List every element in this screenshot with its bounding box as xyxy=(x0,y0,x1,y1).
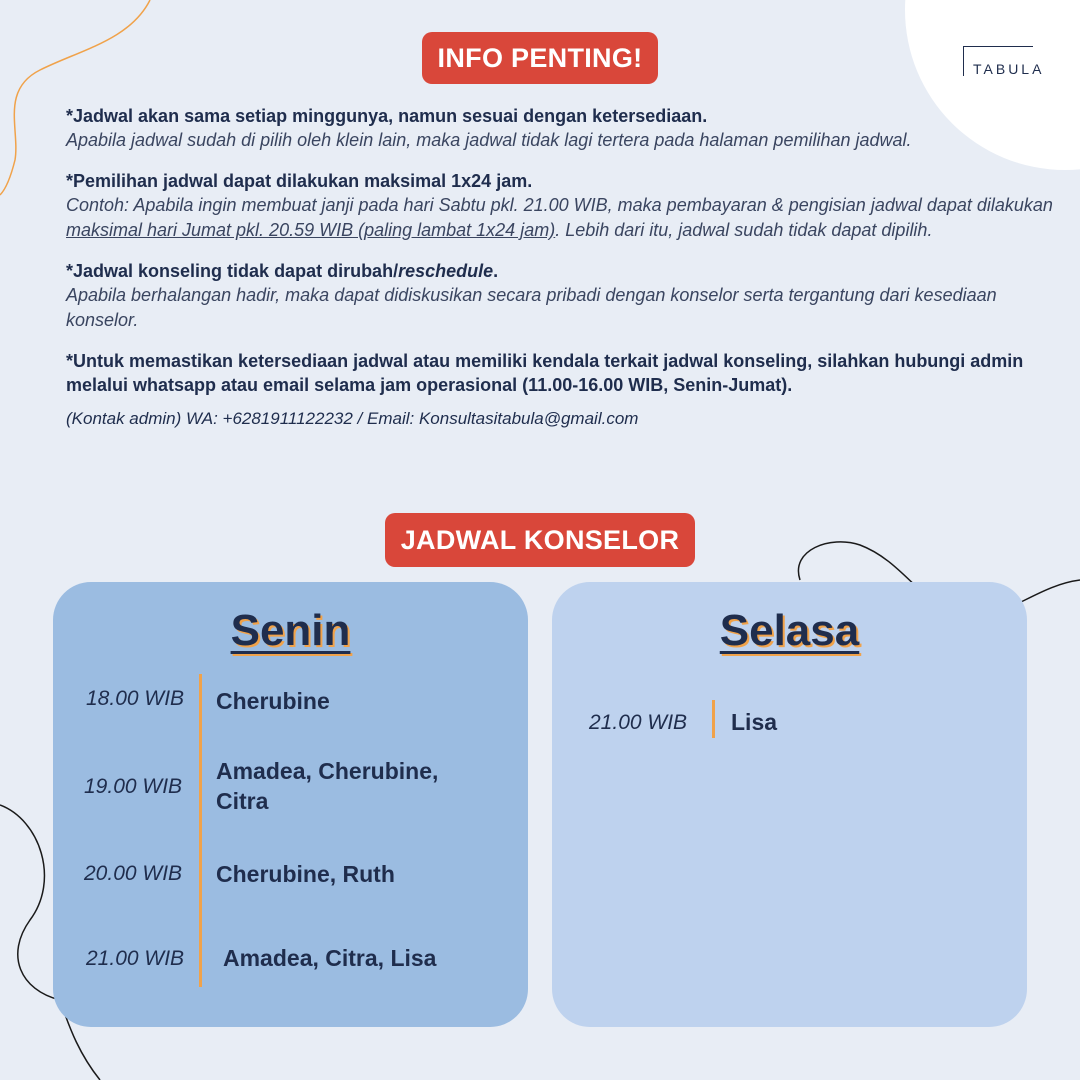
tabula-logo xyxy=(963,46,1045,77)
info-penting-badge: INFO PENTING! xyxy=(422,32,658,84)
senin-slot-1-time: 18.00 WIB xyxy=(86,687,185,710)
logo-text: TABULA xyxy=(973,61,1045,77)
info-item-2-body-start: Contoh: Apabila ingin membuat janji pada hari Sabtu pkl. 21.00 WIB, maka pembayaran & pengisian jadwal dapat dilakukan xyxy=(66,195,1053,215)
admin-contact: (Kontak admin) WA: +6281911122232 / Email: Konsultasitabula@gmail.com xyxy=(66,409,639,428)
info-item-3-head xyxy=(66,259,1056,283)
info-item-2 xyxy=(66,169,1056,243)
info-section xyxy=(66,104,1056,431)
info-item-4-head: *Untuk memastikan ketersediaan jadwal atau memiliki kendala terkait jadwal konseling, silahkan hubungi admin melalui whatsapp atau email selama jam operasional (11.00-16.00 WIB, Senin-Jumat). xyxy=(66,351,1024,395)
info-item-3-head-end: . xyxy=(493,261,499,281)
info-item-3 xyxy=(66,259,1056,333)
selasa-slot-1-names: Lisa xyxy=(731,709,778,735)
info-item-2-head: *Pemilihan jadwal dapat dilakukan maksimal 1x24 jam. xyxy=(66,171,533,191)
selasa-title xyxy=(552,606,1027,656)
senin-slot-2-names: Amadea, Cherubine, Citra xyxy=(216,758,439,814)
info-item-1-body: Apabila jadwal sudah di pilih oleh klein lain, maka jadwal tidak lagi tertera pada halaman pemilihan jadwal. xyxy=(66,130,912,150)
selasa-title-text: Selasa xyxy=(719,606,860,655)
senin-slot-1-names: Cherubine xyxy=(216,688,330,714)
senin-slot-2-time: 19.00 WIB xyxy=(84,775,183,798)
selasa-slot-1-time: 21.00 WIB xyxy=(589,711,688,734)
jadwal-konselor-badge: JADWAL KONSELOR xyxy=(385,513,695,567)
info-item-4 xyxy=(66,349,1056,397)
info-item-3-head-start: *Jadwal konseling tidak dapat dirubah/ xyxy=(66,261,399,281)
info-item-2-body xyxy=(66,193,1056,243)
senin-slot-3-time: 20.00 WIB xyxy=(84,862,183,885)
senin-slot-4-time: 21.00 WIB xyxy=(86,947,185,970)
senin-slot-4-names: Amadea, Citra, Lisa xyxy=(223,945,437,971)
senin-slot-3-names: Cherubine, Ruth xyxy=(216,861,395,887)
selasa-divider xyxy=(712,700,715,738)
senin-divider xyxy=(199,674,202,987)
info-item-3-head-italic: reschedule xyxy=(398,261,494,281)
senin-title xyxy=(53,606,528,656)
info-item-2-body-underlined: maksimal hari Jumat pkl. 20.59 WIB (paling lambat 1x24 jam) xyxy=(66,220,556,240)
info-item-1-head: *Jadwal akan sama setiap minggunya, namun sesuai dengan ketersediaan. xyxy=(66,106,708,126)
selasa-card xyxy=(552,582,1027,1027)
info-item-2-body-end: . Lebih dari itu, jadwal sudah tidak dapat dipilih. xyxy=(555,220,933,240)
senin-title-text: Senin xyxy=(230,606,351,655)
info-item-1 xyxy=(66,104,1056,153)
info-item-3-body: Apabila berhalangan hadir, maka dapat didiskusikan secara pribadi dengan konselor serta tergantung dari kesediaan konselor. xyxy=(66,285,997,330)
senin-card xyxy=(53,582,528,1027)
